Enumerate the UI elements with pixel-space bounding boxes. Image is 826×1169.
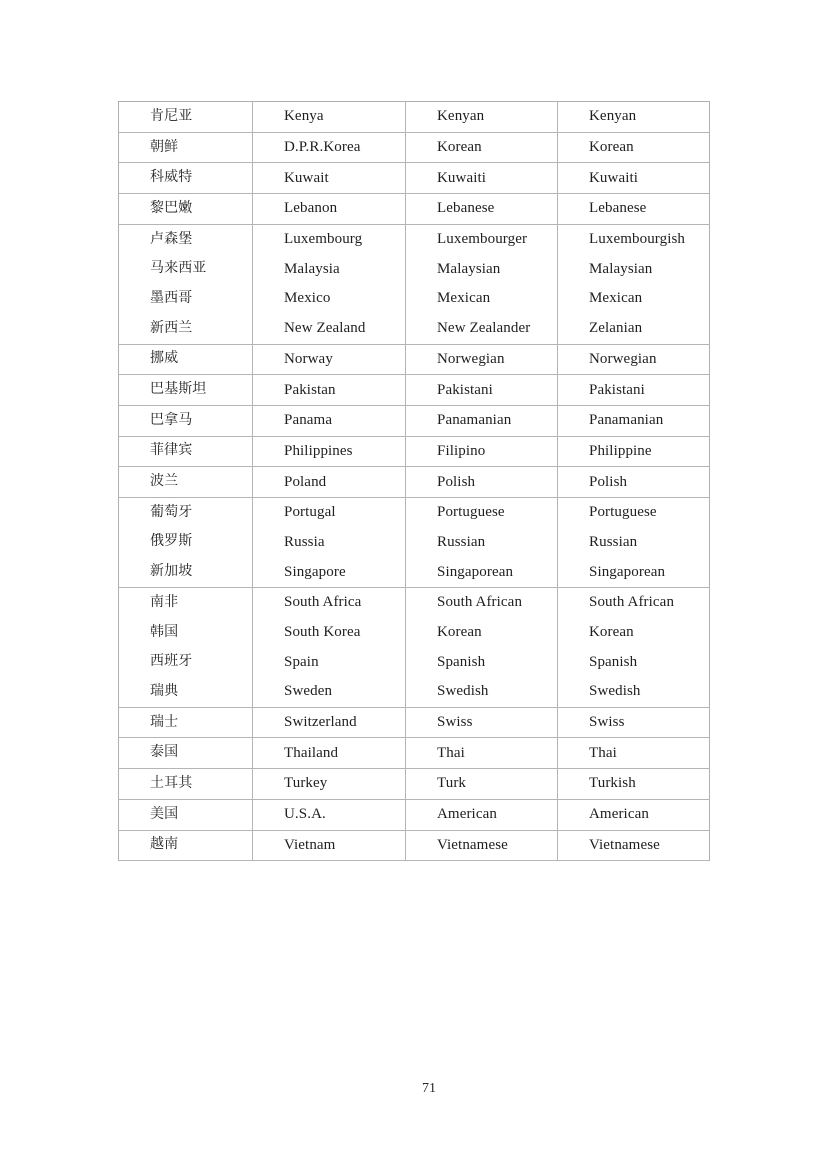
cell-country: Kuwait — [253, 163, 406, 194]
cell-adjective: Pakistani — [558, 375, 710, 406]
cell-country: South Korea — [253, 618, 406, 648]
table-row — [119, 769, 710, 800]
cell-adjective: Kenyan — [558, 102, 710, 133]
table-row — [119, 284, 710, 314]
cell-country: Portugal — [253, 497, 406, 527]
table-row — [119, 163, 710, 194]
cell-adjective: Malaysian — [558, 254, 710, 284]
table-row — [119, 677, 710, 707]
cell-chinese: 菲律宾 — [119, 436, 253, 467]
cell-chinese: 新加坡 — [119, 557, 253, 587]
cell-chinese: 南非 — [150, 594, 179, 610]
cell-chinese: 新西兰 — [119, 314, 253, 344]
cell-person: Norwegian — [406, 344, 558, 375]
cell-country: Poland — [253, 467, 406, 498]
cell-person: Polish — [406, 467, 558, 498]
cell-adjective: South African — [558, 588, 710, 618]
table-row — [119, 647, 710, 677]
cell-country: New Zealand — [253, 314, 406, 344]
cell-adjective: Portuguese — [558, 497, 710, 527]
page-number: 71 — [422, 1081, 436, 1096]
cell-country: South Africa — [253, 588, 406, 618]
cell-adjective: Philippine — [558, 436, 710, 467]
cell-adjective: Korean — [558, 618, 710, 648]
cell-country: Mexico — [253, 284, 406, 314]
cell-adjective: Turkish — [558, 769, 710, 800]
cell-person: Filipino — [406, 436, 558, 467]
cell-chinese: 科威特 — [119, 163, 253, 194]
table-row — [119, 588, 710, 618]
table-row — [119, 830, 710, 861]
cell-chinese: 波兰 — [119, 467, 253, 498]
cell-chinese: 墨西哥 — [150, 290, 193, 306]
cell-adjective: Vietnamese — [558, 830, 710, 861]
cell-country: Sweden — [253, 677, 406, 707]
table-row — [119, 528, 710, 558]
cell-adjective: Luxembourgish — [558, 224, 710, 254]
cell-adjective: Swedish — [558, 677, 710, 707]
cell-person: Kuwaiti — [406, 163, 558, 194]
cell-adjective: American — [558, 799, 710, 830]
cell-person: South African — [406, 588, 558, 618]
cell-country: Panama — [253, 405, 406, 436]
cell-chinese: 西班牙 — [150, 654, 193, 670]
cell-person: Korean — [406, 132, 558, 163]
table-row — [119, 344, 710, 375]
cell-country: Philippines — [253, 436, 406, 467]
cell-adjective: Korean — [558, 132, 710, 163]
table-row — [119, 132, 710, 163]
cell-country: Norway — [253, 344, 406, 375]
cell-country: Kenya — [253, 102, 406, 133]
cell-adjective: Lebanese — [558, 194, 710, 225]
cell-person: Pakistani — [406, 375, 558, 406]
cell-country: Vietnam — [253, 830, 406, 861]
cell-country: Malaysia — [253, 254, 406, 284]
cell-country: Singapore — [253, 557, 406, 587]
cell-person: Swedish — [406, 677, 558, 707]
cell-person: Malaysian — [406, 254, 558, 284]
cell-country: Switzerland — [253, 707, 406, 738]
cell-chinese: 朝鲜 — [119, 132, 253, 163]
cell-chinese: 韩国 — [150, 624, 179, 640]
cell-adjective: Russian — [558, 528, 710, 558]
table-row — [119, 738, 710, 769]
cell-country: U.S.A. — [253, 799, 406, 830]
cell-adjective: Kuwaiti — [558, 163, 710, 194]
cell-person: Panamanian — [406, 405, 558, 436]
cell-chinese: 美国 — [119, 799, 253, 830]
cell-chinese: 黎巴嫩 — [119, 194, 253, 225]
cell-person: Vietnamese — [406, 830, 558, 861]
table-row — [119, 375, 710, 406]
table-row — [119, 497, 710, 527]
table-row — [119, 405, 710, 436]
cell-person: Turk — [406, 769, 558, 800]
cell-chinese: 巴基斯坦 — [119, 375, 253, 406]
cell-adjective: Swiss — [558, 707, 710, 738]
cell-person: Korean — [406, 618, 558, 648]
cell-person: Portuguese — [406, 497, 558, 527]
cell-person: New Zealander — [406, 314, 558, 344]
cell-chinese: 瑞士 — [119, 707, 253, 738]
table-row — [119, 467, 710, 498]
cell-chinese: 越南 — [119, 830, 253, 861]
cell-person: Luxembourger — [406, 224, 558, 254]
table-row — [119, 254, 710, 284]
cell-person: Russian — [406, 528, 558, 558]
cell-chinese: 挪威 — [119, 344, 253, 375]
table-row — [119, 224, 710, 254]
cell-person: Singaporean — [406, 557, 558, 587]
cell-adjective: Mexican — [558, 284, 710, 314]
table-row — [119, 799, 710, 830]
cell-country: Lebanon — [253, 194, 406, 225]
cell-person: Thai — [406, 738, 558, 769]
cell-country: Spain — [253, 647, 406, 677]
cell-country: Luxembourg — [253, 224, 406, 254]
cell-chinese: 马来西亚 — [150, 261, 207, 277]
table-row — [119, 102, 710, 133]
table-row — [119, 618, 710, 648]
cell-country: Thailand — [253, 738, 406, 769]
cell-chinese: 肯尼亚 — [119, 102, 253, 133]
cell-adjective: Polish — [558, 467, 710, 498]
cell-chinese: 俄罗斯 — [150, 534, 193, 550]
cell-chinese: 巴拿马 — [119, 405, 253, 436]
cell-chinese: 葡萄牙 — [150, 504, 193, 520]
cell-person: Mexican — [406, 284, 558, 314]
cell-chinese: 泰国 — [119, 738, 253, 769]
table-row — [119, 436, 710, 467]
cell-chinese: 卢森堡 — [150, 231, 193, 247]
cell-chinese: 土耳其 — [119, 769, 253, 800]
table-row — [119, 707, 710, 738]
cell-chinese: 瑞典 — [119, 677, 253, 707]
table-row — [119, 194, 710, 225]
cell-adjective: Norwegian — [558, 344, 710, 375]
cell-adjective: Thai — [558, 738, 710, 769]
cell-person: American — [406, 799, 558, 830]
countries-table — [118, 101, 710, 861]
cell-person: Lebanese — [406, 194, 558, 225]
cell-country: Pakistan — [253, 375, 406, 406]
cell-adjective: Spanish — [558, 647, 710, 677]
cell-person: Swiss — [406, 707, 558, 738]
cell-person: Kenyan — [406, 102, 558, 133]
table-row — [119, 314, 710, 344]
cell-person: Spanish — [406, 647, 558, 677]
countries-table-body — [119, 102, 710, 861]
cell-country: Russia — [253, 528, 406, 558]
cell-adjective: Singaporean — [558, 557, 710, 587]
cell-country: Turkey — [253, 769, 406, 800]
cell-adjective: Zelanian — [558, 314, 710, 344]
cell-adjective: Panamanian — [558, 405, 710, 436]
cell-country: D.P.R.Korea — [253, 132, 406, 163]
table-row — [119, 557, 710, 587]
